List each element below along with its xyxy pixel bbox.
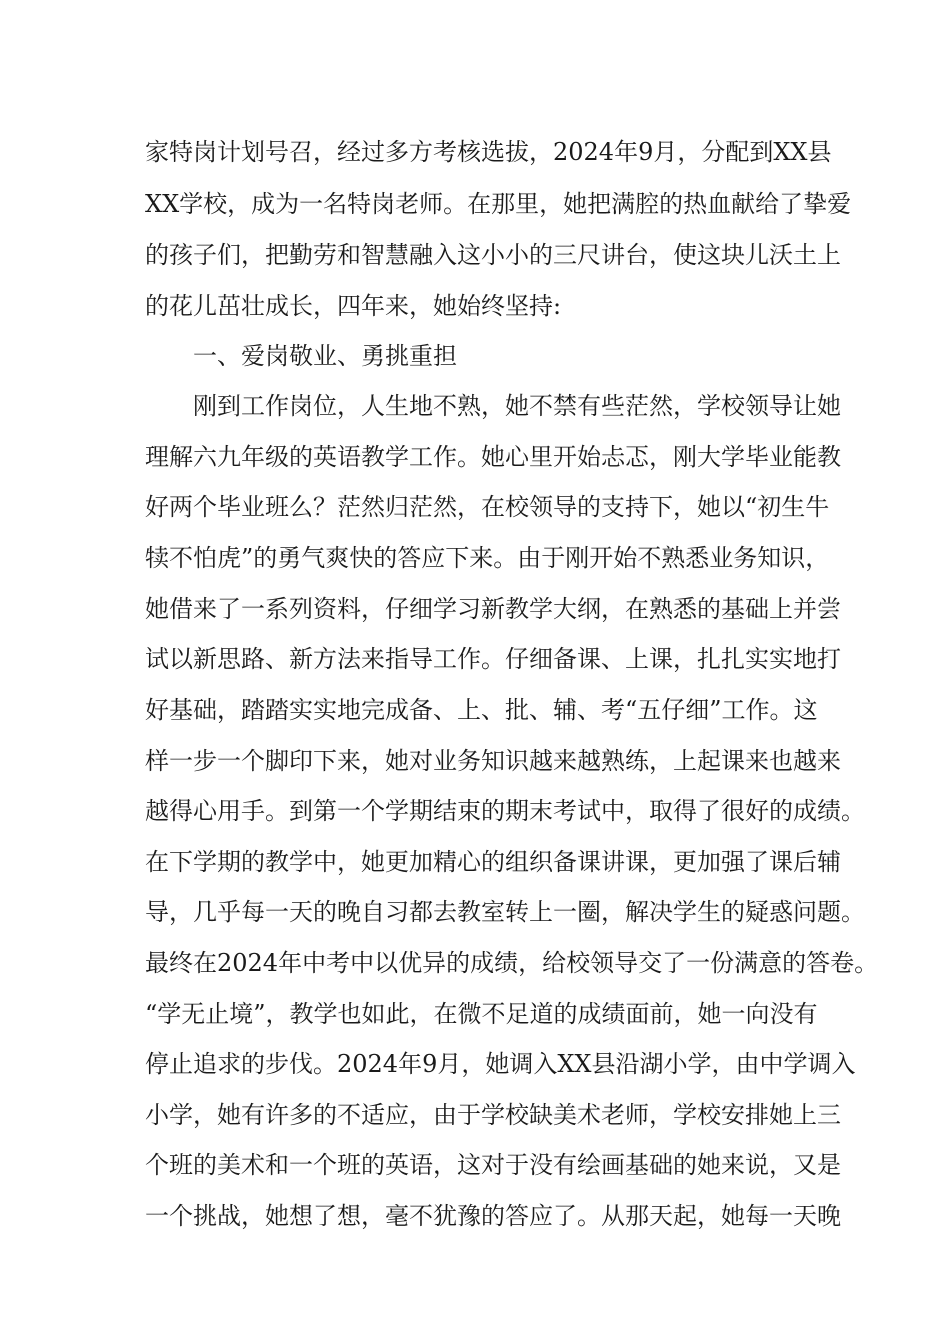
text-line: 越得心用手。到第一个学期结束的期末考试中，取得了很好的成绩。 xyxy=(145,797,865,825)
text-line: 在下学期的教学中，她更加精心的组织备课讲课，更加强了课后辅 xyxy=(145,848,841,876)
text-line: 她借来了一系列资料，仔细学习新教学大纲，在熟悉的基础上并尝 xyxy=(145,595,841,623)
text-line: 样一步一个脚印下来，她对业务知识越来越熟练，上起课来也越来 xyxy=(145,747,841,775)
text-line: 好两个毕业班么？茫然归茫然，在校领导的支持下，她以“初生牛 xyxy=(145,493,830,521)
text-line: 好基础，踏踏实实地完成备、上、批、辅、考“五仔细”工作。这 xyxy=(145,696,818,724)
text-line: 的孩子们，把勤劳和智慧融入这小小的三尺讲台，使这块儿沃土上 xyxy=(145,241,841,269)
section-heading: 一、爱岗敬业、勇挑重担 xyxy=(193,342,457,370)
text-line: 刚到工作岗位，人生地不熟，她不禁有些茫然，学校领导让她 xyxy=(193,392,841,420)
text-line: XX学校，成为一名特岗老师。在那里，她把满腔的热血献给了挚爱 xyxy=(145,190,852,218)
text-line: 家特岗计划号召，经过多方考核选拔，2024年9月，分配到XX县 xyxy=(145,138,832,166)
text-line: 犊不怕虎”的勇气爽快的答应下来。由于刚开始不熟悉业务知识， xyxy=(145,544,830,572)
text-line: 最终在2024年中考中以优异的成绩，给校领导交了一份满意的答卷。 xyxy=(145,949,879,977)
text-line: 的花儿茁壮成长，四年来，她始终坚持: xyxy=(145,292,562,320)
text-line: 个班的美术和一个班的英语，这对于没有绘画基础的她来说，又是 xyxy=(145,1151,841,1179)
text-line: 停止追求的步伐。2024年9月，她调入XX县沿湖小学，由中学调入 xyxy=(145,1050,856,1078)
text-line: 导，几乎每一天的晚自习都去教室转上一圈，解决学生的疑惑问题。 xyxy=(145,898,865,926)
text-line: 小学，她有许多的不适应，由于学校缺美术老师，学校安排她上三 xyxy=(145,1101,841,1129)
text-line: “学无止境”，教学也如此，在微不足道的成绩面前，她一向没有 xyxy=(145,1000,818,1028)
text-line: 试以新思路、新方法来指导工作。仔细备课、上课，扎扎实实地打 xyxy=(145,645,841,673)
text-line: 一个挑战，她想了想，毫不犹豫的答应了。从那天起，她每一天晚 xyxy=(145,1202,841,1230)
text-line: 理解六九年级的英语教学工作。她心里开始忐忑，刚大学毕业能教 xyxy=(145,443,841,471)
